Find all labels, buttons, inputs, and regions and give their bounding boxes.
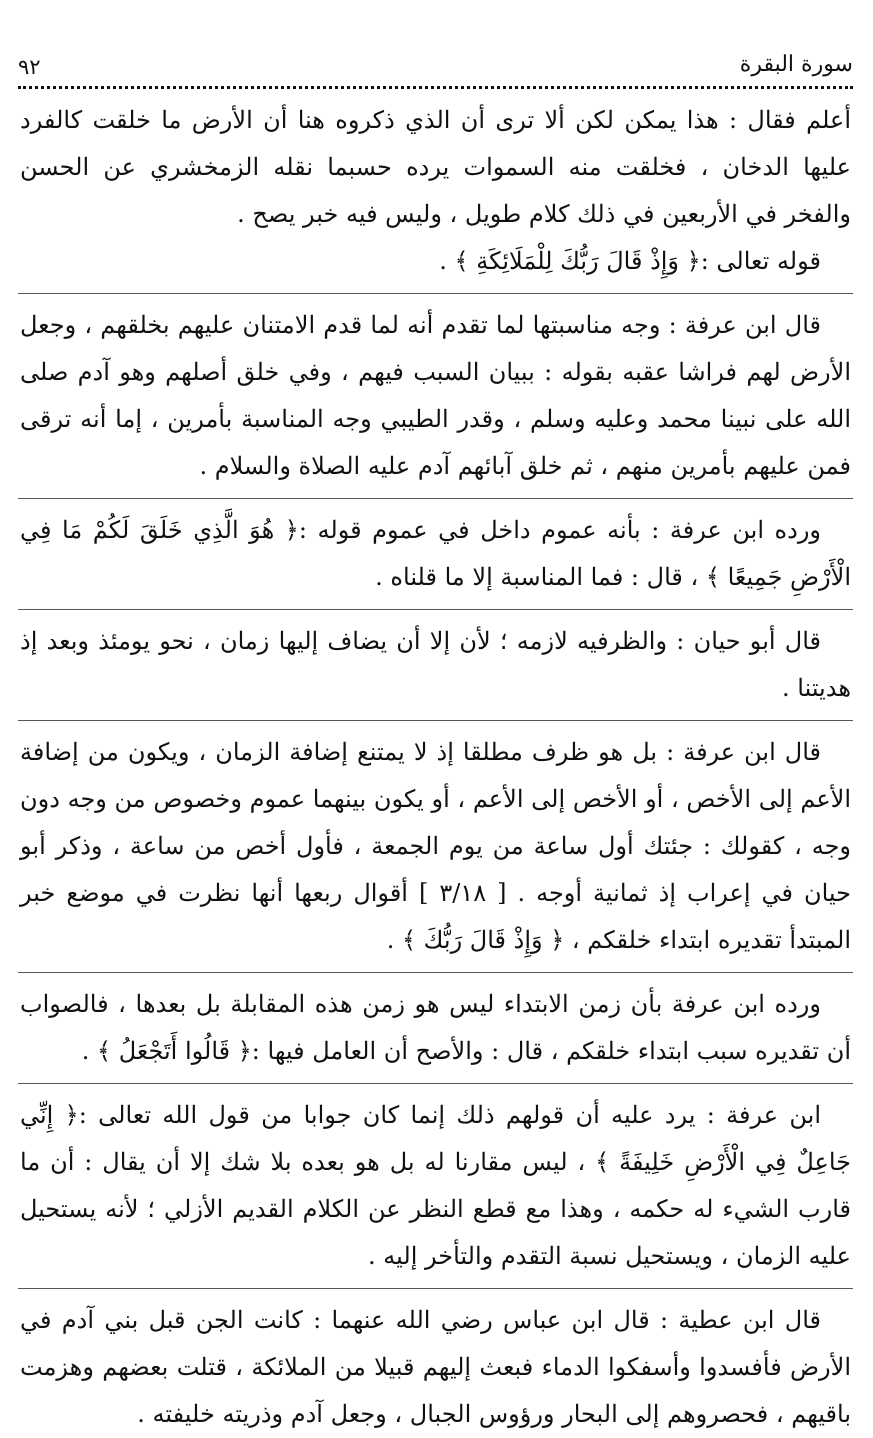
- paragraph-divider: [18, 1083, 853, 1084]
- surah-title: سورة البقرة: [730, 52, 853, 77]
- paragraph-5: قال أبو حيان : والظرفيه لازمه ؛ لأن إلا أن يضاف إليها زمان ، نحو يومئذ وبعد إذ هديتنا .: [20, 627, 851, 702]
- paragraph-8: ابن عرفة : يرد عليه أن قولهم ذلك إنما كان جوابا من قول الله تعالى :﴿ إِنِّي جَاعِلٌ فِي الْأَرْضِ خَلِيفَةً ﴾ ، ليس مقارنا له بل هو بعده بلا شك إلا أن يقال : أن ما قارب الشيء له حكمه ، وهذا مع قطع النظر عن الكلام القديم الأزلي ؛ لأنه يستحيل عليه الزمان ، ويستحيل نسبة التقدم والتأخر إليه .: [20, 1101, 851, 1270]
- paragraph-divider: [18, 972, 853, 973]
- page-header: [18, 52, 853, 89]
- page-number: ٩٢: [18, 55, 41, 79]
- page: [18, 52, 853, 1428]
- paragraph-divider: [18, 498, 853, 499]
- paragraph-9: قال ابن عطية : قال ابن عباس رضي الله عنهما : كانت الجن قبل بني آدم في الأرض فأفسدوا وأسفكوا الدماء فبعث إليهم قبيلا من الملائكة ، قتلت بعضهم وهزمت باقيهم ، فحصروهم إلى البحار ورؤوس الجبال ، وجعل آدم وذريته خليفته .: [20, 1306, 851, 1428]
- paragraph-6: قال ابن عرفة : بل هو ظرف مطلقا إذ لا يمتنع إضافة الزمان ، ويكون من إضافة الأعم إلى الأخص ، أو الأخص إلى الأعم ، أو يكون بينهما عموم وخصوص من وجه دون وجه ، كقولك : جئتك أول ساعة من يوم الجمعة ، فأول أخص من ساعة ، وذكر أبو حيان في إعراب إذ ثمانية أوجه . [ ٣/١٨ ] أقوال ربعها أنها نظرت في موضع خبر المبتدأ تقديره ابتداء خلقكم ، ﴿ وَإِذْ قَالَ رَبُّكَ ﴾ .: [20, 738, 852, 954]
- paragraph-divider: [18, 1288, 853, 1289]
- paragraph-7: ورده ابن عرفة بأن زمن الابتداء ليس هو زمن هذه المقابلة بل بعدها ، فالصواب أن تقديره سبب ابتداء خلقكم ، قال : والأصح أن العامل فيها :﴿ قَالُوا أَتَجْعَلُ ﴾ .: [20, 990, 851, 1065]
- paragraph-2: قوله تعالى :﴿ وَإِذْ قَالَ رَبُّكَ لِلْمَلَائِكَةِ ﴾ .: [439, 247, 821, 275]
- paragraph-divider: [18, 609, 853, 610]
- paragraph-divider: [18, 720, 853, 721]
- paragraph-divider: [18, 293, 853, 294]
- paragraph-1: أعلم فقال : هذا يمكن لكن ألا ترى أن الذي ذكروه هنا أن الأرض ما خلقت كالفرد عليها الدخان ، فخلقت منه السموات يرده حسبما نقله الزمخشري عن الحسن والفخر في الأربعين في ذلك كلام طويل ، وليس فيه خبر يصح .: [20, 106, 851, 228]
- paragraph-3: قال ابن عرفة : وجه مناسبتها لما تقدم أنه لما قدم الامتنان عليهم بخلقهم ، وجعل الأرض لهم فراشا عقبه بقوله : ببيان السبب فيهم ، وفي خلق أصلهم وهو آدم صلى الله على نبينا محمد وعليه وسلم ، وقدر الطيبي وجه المناسبة بأمرين ، إما أنه ترقى فمن عليهم بأمرين منهم ، ثم خلق آبائهم آدم عليه الصلاة والسلام .: [20, 311, 851, 480]
- paragraph-4: ورده ابن عرفة : بأنه عموم داخل في عموم قوله :﴿ هُوَ الَّذِي خَلَقَ لَكُمْ مَا فِي الْأَرْضِ جَمِيعًا ﴾ ، قال : فما المناسبة إلا ما قلناه .: [20, 516, 851, 591]
